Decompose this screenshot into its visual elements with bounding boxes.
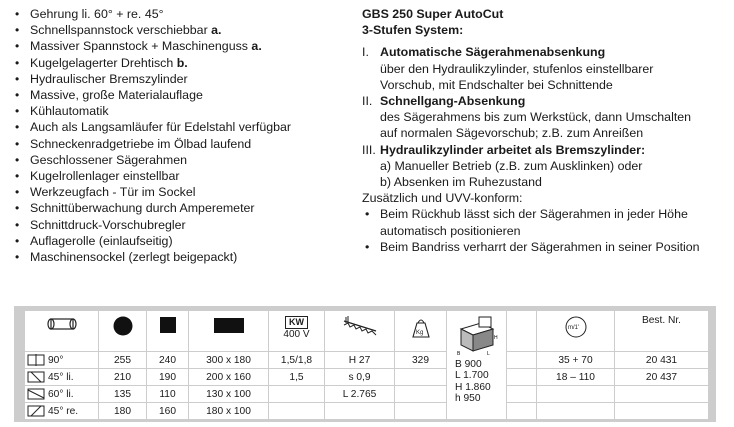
- section-heading: Hydraulikzylinder arbeitet als Bremszylinder:: [380, 142, 646, 157]
- dim-length: L 1.700: [455, 370, 489, 382]
- saw-blade-icon: [325, 311, 395, 352]
- section-3: III. Hydraulikzylinder arbeitet als Bremszylinder:: [362, 142, 646, 157]
- section-line: b) Absenken im Ruhezustand: [380, 175, 542, 190]
- feature-item: • Gehrung li. 60° + re. 45°: [14, 6, 344, 22]
- section-line: Vorschub, mit Endschalter bei Schnittende: [380, 77, 613, 92]
- section-line: des Sägerahmens bis zum Werkstück, dann Umschalten: [380, 110, 692, 125]
- dim-width: B 900: [455, 358, 482, 370]
- feature-item: • Auch als Langsamläufer für Edelstahl verfügbar: [14, 119, 344, 135]
- angle-cell: 45° li.: [25, 369, 99, 386]
- section-line: auf normalen Sägevorschub; z.B. zum Anreißen: [380, 126, 644, 141]
- feature-item: • Maschinensockel (zerlegt beigepackt): [14, 249, 344, 265]
- feature-list: [14, 6, 344, 265]
- feature-item: • Massiver Spannstock + Maschinenguss a.: [14, 38, 344, 54]
- angle-cell: 90°: [25, 352, 99, 369]
- machine-dimensions: [447, 311, 507, 420]
- spec-table: [24, 310, 709, 420]
- feature-item: • Kugelgelagerter Drehtisch b.: [14, 55, 344, 71]
- system-title: 3-Stufen System:: [362, 23, 464, 38]
- compliance-bullet: • Beim Rückhub lässt sich der Sägerahmen in jeder Höhe: [362, 206, 734, 222]
- table-row: 90° 255 240 300 x 180 1,5/1,8 H 27 329 35 + 70 20 431: [25, 352, 709, 369]
- angle-cell: 60° li.: [25, 386, 99, 403]
- angle-cell: 45° re.: [25, 403, 99, 420]
- motor-power-icon: KW: [285, 316, 308, 329]
- cut-60-left-icon: [27, 388, 45, 400]
- power-header: [269, 311, 325, 352]
- rectangle-section-icon: [189, 311, 269, 352]
- feature-item: • Kugelrollenlager einstellbar: [14, 168, 344, 184]
- dim-height: H 1.860: [455, 381, 491, 393]
- compliance-bullet-cont: automatisch positionieren: [380, 223, 521, 238]
- product-title: GBS 250 Super AutoCut: [362, 7, 504, 21]
- table-row: 60° li. 135 110 130 x 100 L 2.765: [25, 386, 709, 403]
- spec-table-panel: [14, 306, 716, 422]
- section-heading: Schnellgang-Absenkung: [380, 94, 526, 109]
- spacer-cell: [507, 311, 537, 352]
- feature-item: • Kühlautomatik: [14, 103, 344, 119]
- section-2: II. Schnellgang-Absenkung: [362, 94, 526, 109]
- speed-icon: [537, 311, 615, 352]
- feature-item: • Hydraulischer Bremszylinder: [14, 71, 344, 87]
- voltage-label: 400 V: [283, 329, 310, 340]
- cut-90-icon: [27, 354, 45, 366]
- feature-item: • Massive, große Materialauflage: [14, 87, 344, 103]
- table-row: 45° re. 180 160 180 x 100: [25, 403, 709, 420]
- svg-text:L: L: [487, 351, 490, 355]
- machine-cube-icon: [455, 315, 499, 355]
- round-section-icon: [99, 311, 147, 352]
- feature-item: • Schnittdruck-Vorschubregler: [14, 217, 344, 233]
- dim-work-height: h 950: [455, 393, 481, 405]
- cut-45-left-icon: [27, 371, 45, 383]
- feature-item: • Schnellspannstock verschiebbar a.: [14, 22, 344, 38]
- square-section-icon: [147, 311, 189, 352]
- feature-item: • Auflagerolle (einlaufseitig): [14, 233, 344, 249]
- table-row: 45° li. 210 190 200 x 160 1,5 s 0,9 18 – 110 20 437: [25, 369, 709, 386]
- material-cylinder-icon: [25, 311, 99, 352]
- spec-header-row: [25, 311, 709, 352]
- svg-text:m/1': m/1': [567, 325, 579, 331]
- section-heading: Automatische Sägerahmenabsenkung: [380, 45, 606, 60]
- section-line: a) Manueller Betrieb (z.B. zum Ausklinken) oder: [380, 158, 643, 173]
- compliance-note: Zusätzlich und UVV-konform:: [362, 191, 523, 206]
- feature-item: • Werkzeugfach - Tür im Sockel: [14, 184, 344, 200]
- svg-text:H: H: [494, 335, 498, 341]
- product-description: [362, 6, 734, 255]
- svg-text:Kg: Kg: [415, 330, 423, 336]
- feature-item: • Schnittüberwachung durch Amperemeter: [14, 200, 344, 216]
- svg-text:B: B: [457, 351, 461, 355]
- compliance-bullet: • Beim Bandriss verharrt der Sägerahmen in seiner Position: [362, 239, 734, 255]
- order-number-header: Best. Nr.: [615, 311, 709, 352]
- cut-45-right-icon: [27, 405, 45, 417]
- section-1: I. Automatische Sägerahmenabsenkung: [362, 45, 606, 60]
- feature-item: • Geschlossener Sägerahmen: [14, 152, 344, 168]
- section-line: über den Hydraulikzylinder, stufenlos einstellbarer: [380, 61, 654, 76]
- weight-icon: [395, 311, 447, 352]
- feature-item: • Schneckenradgetriebe im Ölbad laufend: [14, 136, 344, 152]
